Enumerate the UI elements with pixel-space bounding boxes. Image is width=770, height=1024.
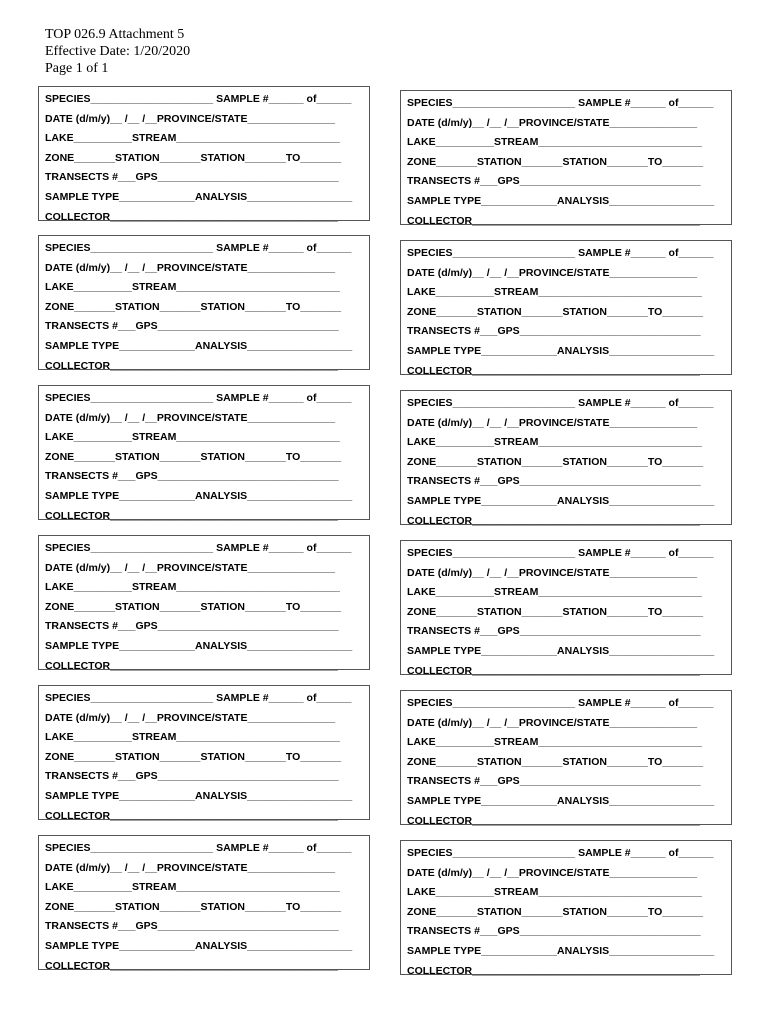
collector-field[interactable]: COLLECTOR_______________________________________ — [45, 359, 338, 372]
date-field[interactable]: DATE (d/m/y)__ /__ /__PROVINCE/STATE_______________ — [407, 566, 698, 579]
zone-field[interactable]: ZONE_______STATION_______STATION_______TO_______ — [407, 905, 704, 918]
date-field[interactable]: DATE (d/m/y)__ /__ /__PROVINCE/STATE_______________ — [407, 866, 698, 879]
species-field[interactable]: SPECIES_____________________ SAMPLE #______ of______ — [45, 392, 352, 404]
species-field[interactable]: SPECIES_____________________ SAMPLE #______ of______ — [407, 697, 714, 709]
sample-type-field[interactable]: SAMPLE TYPE_____________ANALYSIS__________________ — [407, 494, 715, 507]
page-number: Page 1 of 1 — [45, 61, 109, 76]
collector-field[interactable]: COLLECTOR_______________________________________ — [407, 964, 700, 977]
sample-label-left — [38, 235, 370, 370]
sample-type-field[interactable]: SAMPLE TYPE_____________ANALYSIS__________________ — [45, 789, 353, 802]
species-field[interactable]: SPECIES_____________________ SAMPLE #______ of______ — [407, 547, 714, 559]
collector-field[interactable]: COLLECTOR_______________________________________ — [45, 809, 338, 822]
date-field[interactable]: DATE (d/m/y)__ /__ /__PROVINCE/STATE_______________ — [407, 266, 698, 279]
effective-date: Effective Date: 1/20/2020 — [45, 44, 191, 59]
collector-field[interactable]: COLLECTOR_______________________________________ — [45, 210, 338, 223]
date-field[interactable]: DATE (d/m/y)__ /__ /__PROVINCE/STATE_______________ — [407, 716, 698, 729]
lake-field[interactable]: LAKE__________STREAM____________________________ — [45, 431, 340, 444]
species-field[interactable]: SPECIES_____________________ SAMPLE #______ of______ — [407, 247, 714, 259]
sample-label-right — [400, 540, 732, 675]
zone-field[interactable]: ZONE_______STATION_______STATION_______TO_______ — [407, 755, 704, 768]
collector-field[interactable]: COLLECTOR_______________________________________ — [45, 959, 338, 972]
zone-field[interactable]: ZONE_______STATION_______STATION_______TO_______ — [407, 605, 704, 618]
collector-field[interactable]: COLLECTOR_______________________________________ — [45, 659, 338, 672]
species-field[interactable]: SPECIES_____________________ SAMPLE #______ of______ — [45, 542, 352, 554]
species-field[interactable]: SPECIES_____________________ SAMPLE #______ of______ — [45, 692, 352, 704]
transects-field[interactable]: TRANSECTS #___GPS_______________________________ — [407, 475, 701, 488]
lake-field[interactable]: LAKE__________STREAM____________________________ — [407, 886, 702, 899]
transects-field[interactable]: TRANSECTS #___GPS_______________________________ — [45, 770, 339, 783]
sample-type-field[interactable]: SAMPLE TYPE_____________ANALYSIS__________________ — [407, 644, 715, 657]
transects-field[interactable]: TRANSECTS #___GPS_______________________________ — [45, 171, 339, 184]
zone-field[interactable]: ZONE_______STATION_______STATION_______TO_______ — [45, 900, 342, 913]
collector-field[interactable]: COLLECTOR_______________________________________ — [407, 664, 700, 677]
zone-field[interactable]: ZONE_______STATION_______STATION_______TO_______ — [45, 750, 342, 763]
sample-label-right — [400, 690, 732, 825]
document-id: TOP 026.9 Attachment 5 — [45, 27, 185, 42]
zone-field[interactable]: ZONE_______STATION_______STATION_______TO_______ — [45, 151, 342, 164]
sample-label-right — [400, 840, 732, 975]
sample-label-left — [38, 685, 370, 820]
sample-type-field[interactable]: SAMPLE TYPE_____________ANALYSIS__________________ — [45, 489, 353, 502]
transects-field[interactable]: TRANSECTS #___GPS_______________________________ — [407, 175, 701, 188]
sample-type-field[interactable]: SAMPLE TYPE_____________ANALYSIS__________________ — [45, 639, 353, 652]
sample-label-left — [38, 535, 370, 670]
species-field[interactable]: SPECIES_____________________ SAMPLE #______ of______ — [45, 842, 352, 854]
date-field[interactable]: DATE (d/m/y)__ /__ /__PROVINCE/STATE_______________ — [45, 112, 336, 125]
sample-type-field[interactable]: SAMPLE TYPE_____________ANALYSIS__________________ — [407, 944, 715, 957]
lake-field[interactable]: LAKE__________STREAM____________________________ — [407, 286, 702, 299]
sample-type-field[interactable]: SAMPLE TYPE_____________ANALYSIS__________________ — [407, 194, 715, 207]
collector-field[interactable]: COLLECTOR_______________________________________ — [407, 364, 700, 377]
species-field[interactable]: SPECIES_____________________ SAMPLE #______ of______ — [407, 397, 714, 409]
date-field[interactable]: DATE (d/m/y)__ /__ /__PROVINCE/STATE_______________ — [45, 861, 336, 874]
lake-field[interactable]: LAKE__________STREAM____________________________ — [45, 731, 340, 744]
transects-field[interactable]: TRANSECTS #___GPS_______________________________ — [45, 620, 339, 633]
transects-field[interactable]: TRANSECTS #___GPS_______________________________ — [407, 775, 701, 788]
sample-label-left — [38, 835, 370, 970]
species-field[interactable]: SPECIES_____________________ SAMPLE #______ of______ — [407, 847, 714, 859]
lake-field[interactable]: LAKE__________STREAM____________________________ — [45, 281, 340, 294]
sample-type-field[interactable]: SAMPLE TYPE_____________ANALYSIS__________________ — [45, 190, 353, 203]
document-header — [45, 26, 190, 77]
transects-field[interactable]: TRANSECTS #___GPS_______________________________ — [407, 925, 701, 938]
zone-field[interactable]: ZONE_______STATION_______STATION_______TO_______ — [45, 600, 342, 613]
collector-field[interactable]: COLLECTOR_______________________________________ — [407, 814, 700, 827]
lake-field[interactable]: LAKE__________STREAM____________________________ — [407, 136, 702, 149]
sample-label-left — [38, 86, 370, 221]
sample-type-field[interactable]: SAMPLE TYPE_____________ANALYSIS__________________ — [45, 339, 353, 352]
lake-field[interactable]: LAKE__________STREAM____________________________ — [407, 436, 702, 449]
species-field[interactable]: SPECIES_____________________ SAMPLE #______ of______ — [407, 97, 714, 109]
sample-label-right — [400, 90, 732, 225]
transects-field[interactable]: TRANSECTS #___GPS_______________________________ — [45, 470, 339, 483]
sample-type-field[interactable]: SAMPLE TYPE_____________ANALYSIS__________________ — [45, 939, 353, 952]
zone-field[interactable]: ZONE_______STATION_______STATION_______TO_______ — [407, 455, 704, 468]
date-field[interactable]: DATE (d/m/y)__ /__ /__PROVINCE/STATE_______________ — [407, 416, 698, 429]
zone-field[interactable]: ZONE_______STATION_______STATION_______TO_______ — [45, 450, 342, 463]
species-field[interactable]: SPECIES_____________________ SAMPLE #______ of______ — [45, 93, 352, 105]
sample-type-field[interactable]: SAMPLE TYPE_____________ANALYSIS__________________ — [407, 794, 715, 807]
transects-field[interactable]: TRANSECTS #___GPS_______________________________ — [45, 320, 339, 333]
date-field[interactable]: DATE (d/m/y)__ /__ /__PROVINCE/STATE_______________ — [407, 116, 698, 129]
date-field[interactable]: DATE (d/m/y)__ /__ /__PROVINCE/STATE_______________ — [45, 411, 336, 424]
lake-field[interactable]: LAKE__________STREAM____________________________ — [407, 736, 702, 749]
date-field[interactable]: DATE (d/m/y)__ /__ /__PROVINCE/STATE_______________ — [45, 711, 336, 724]
lake-field[interactable]: LAKE__________STREAM____________________________ — [45, 581, 340, 594]
sample-type-field[interactable]: SAMPLE TYPE_____________ANALYSIS__________________ — [407, 344, 715, 357]
transects-field[interactable]: TRANSECTS #___GPS_______________________________ — [407, 625, 701, 638]
date-field[interactable]: DATE (d/m/y)__ /__ /__PROVINCE/STATE_______________ — [45, 261, 336, 274]
collector-field[interactable]: COLLECTOR_______________________________________ — [45, 509, 338, 522]
species-field[interactable]: SPECIES_____________________ SAMPLE #______ of______ — [45, 242, 352, 254]
date-field[interactable]: DATE (d/m/y)__ /__ /__PROVINCE/STATE_______________ — [45, 561, 336, 574]
lake-field[interactable]: LAKE__________STREAM____________________________ — [45, 881, 340, 894]
sample-label-right — [400, 390, 732, 525]
collector-field[interactable]: COLLECTOR_______________________________________ — [407, 514, 700, 527]
lake-field[interactable]: LAKE__________STREAM____________________________ — [407, 586, 702, 599]
transects-field[interactable]: TRANSECTS #___GPS_______________________________ — [407, 325, 701, 338]
transects-field[interactable]: TRANSECTS #___GPS_______________________________ — [45, 920, 339, 933]
zone-field[interactable]: ZONE_______STATION_______STATION_______TO_______ — [407, 155, 704, 168]
lake-field[interactable]: LAKE__________STREAM____________________________ — [45, 132, 340, 145]
sample-label-left — [38, 385, 370, 520]
zone-field[interactable]: ZONE_______STATION_______STATION_______TO_______ — [45, 300, 342, 313]
sample-label-right — [400, 240, 732, 375]
zone-field[interactable]: ZONE_______STATION_______STATION_______TO_______ — [407, 305, 704, 318]
collector-field[interactable]: COLLECTOR_______________________________________ — [407, 214, 700, 227]
